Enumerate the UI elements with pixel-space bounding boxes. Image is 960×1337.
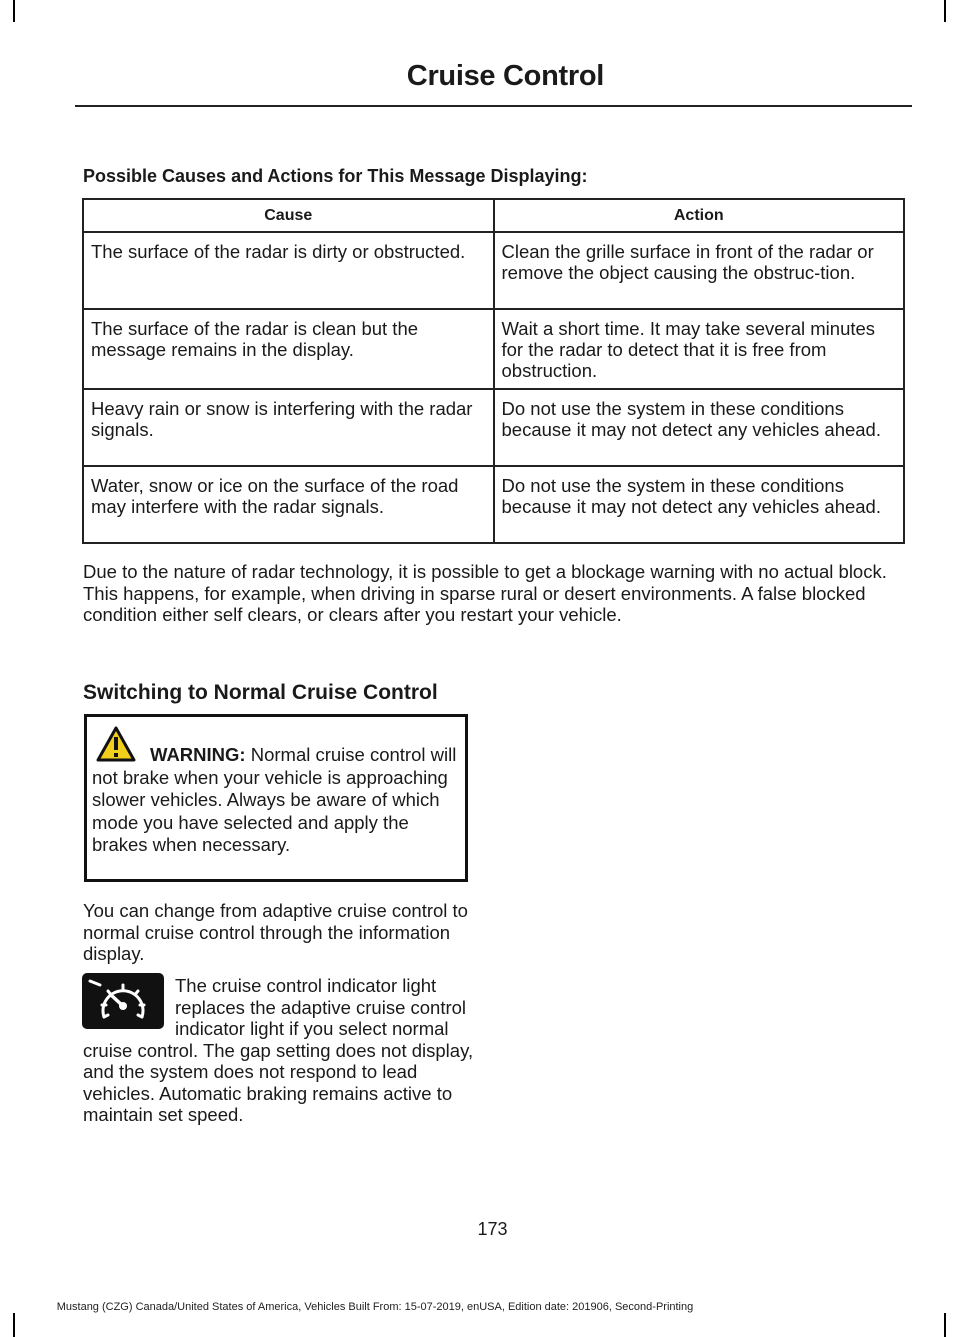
cause-cell: The surface of the radar is dirty or obstructed. [83,232,494,309]
title-divider [75,105,912,107]
warning-body: Normal cruise control will not brake when your vehicle is approaching slower vehicles. Always be aware of which mode you have selected and apply the brakes when necessary. [92,744,457,855]
table-heading: Possible Causes and Actions for This Message Displaying: [83,166,588,186]
page-title: Cruise Control [406,60,604,92]
cause-cell: Water, snow or ice on the surface of the road may interfere with the radar signals. [83,466,494,543]
table-row [83,232,904,309]
crop-mark-top-right [944,0,946,22]
page-number: 173 [477,1219,508,1239]
section-heading: Switching to Normal Cruise Control [83,681,438,704]
icon-spacer [83,975,175,1039]
cause-cell: Heavy rain or snow is interfering with the radar signals. [83,389,494,466]
causes-actions-table [82,198,905,544]
radar-blockage-paragraph: Due to the nature of radar technology, it is possible to get a blockage warning with no actual block. This happens, for example, when driving in sparse rural or desert environments. A false blocked condition either self clears, or clears after you restart your vehicle. [83,561,887,625]
column-header-cause: Cause [83,199,494,232]
table-row [83,466,904,543]
warning-label: WARNING: [150,744,246,765]
cause-cell: The surface of the radar is clean but the message remains in the display. [83,309,494,389]
crop-mark-bottom-left [13,1313,15,1337]
action-cell: Do not use the system in these conditions because it may not detect any vehicles ahead. [494,389,905,466]
warning-text [92,744,466,857]
column-header-action: Action [494,199,905,232]
warning-box [84,714,468,882]
page-footer: Mustang (CZG) Canada/United States of America, Vehicles Built From: 15-07-2019, enUSA, Edition date: 201906, Second-Printing [56,1301,694,1313]
action-cell: Clean the grille surface in front of the radar or remove the object causing the obstruc-tion. [494,232,905,309]
indicator-light-paragraph [83,975,475,1126]
table-row [83,309,904,389]
indicator-light-text: The cruise control indicator light replaces the adaptive cruise control indicator light if you select normal cruise control. The gap setting does not display, and the system does not respond to lead vehicles. Automatic braking remains active to maintain set speed. [83,975,474,1125]
table-header-row [83,199,904,232]
switch-mode-paragraph: You can change from adaptive cruise control to normal cruise control through the information display. [83,900,468,964]
action-cell: Do not use the system in these conditions because it may not detect any vehicles ahead. [494,466,905,543]
crop-mark-bottom-right [944,1313,946,1337]
table-row [83,389,904,466]
action-cell: Wait a short time. It may take several minutes for the radar to detect that it is free from obstruction. [494,309,905,389]
crop-mark-top-left [13,0,15,22]
